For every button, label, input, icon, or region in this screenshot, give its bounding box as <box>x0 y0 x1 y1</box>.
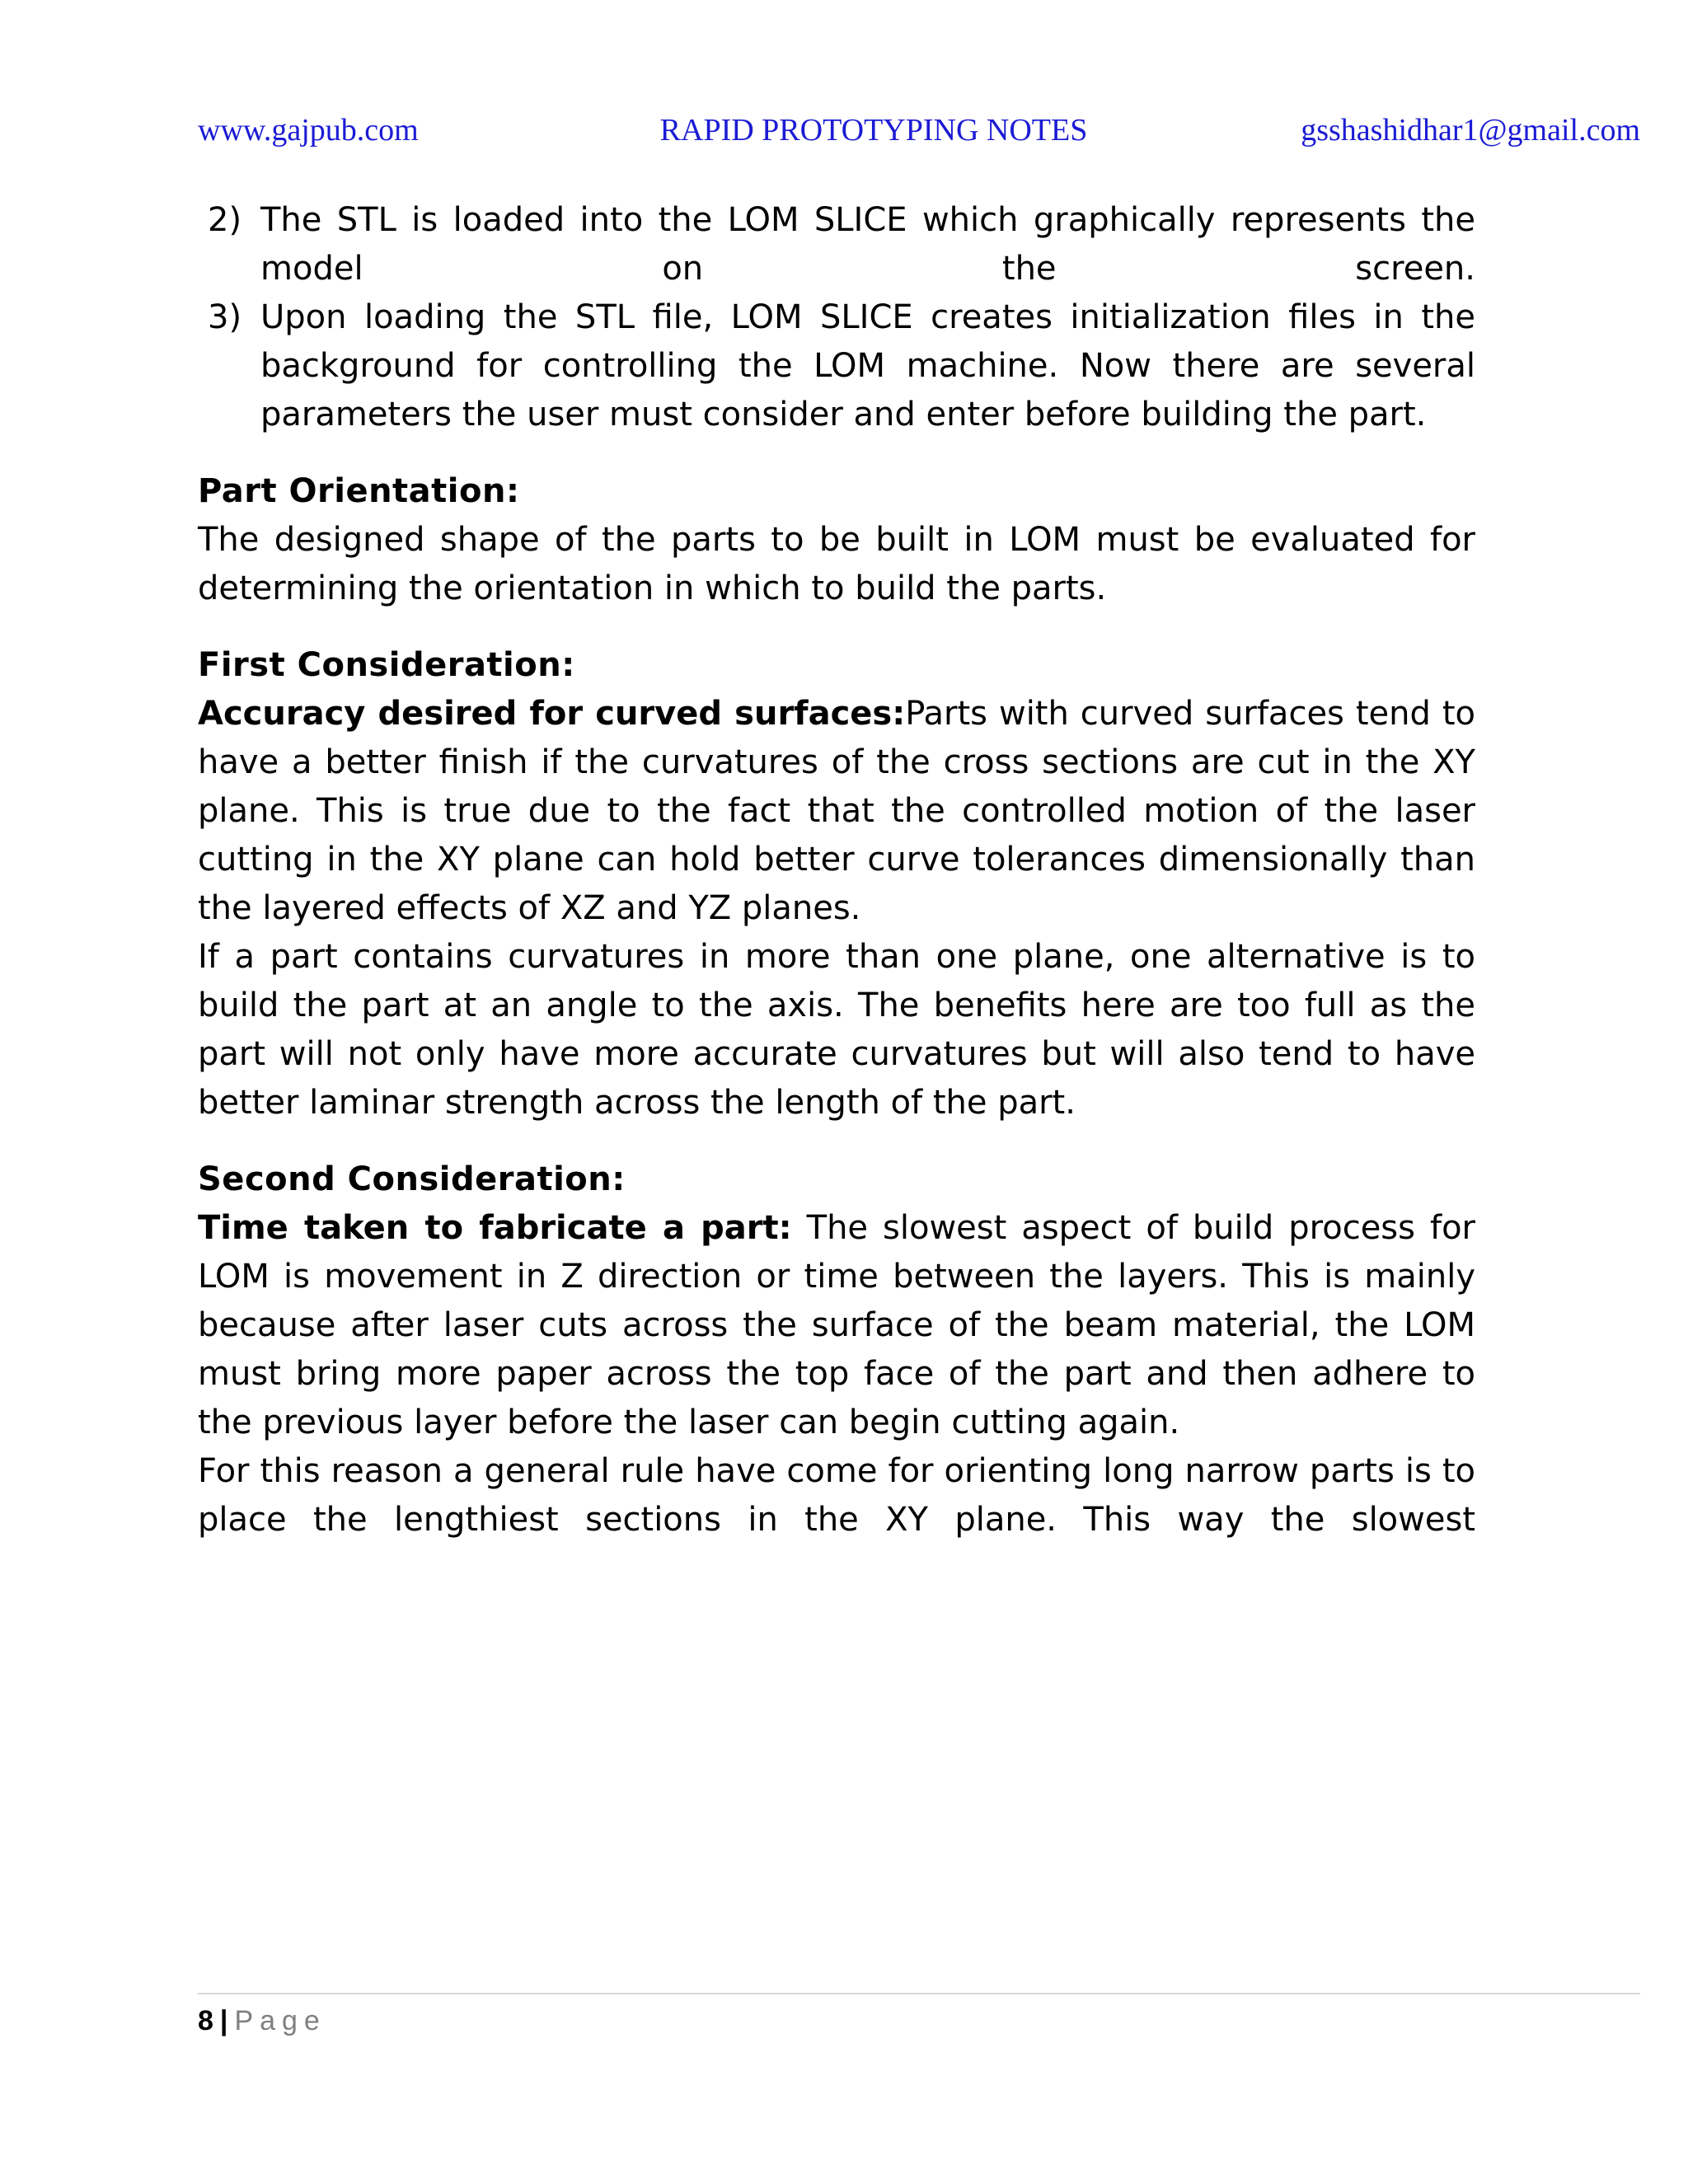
header-website: www.gajpub.com <box>198 113 419 148</box>
paragraph-orientation-rule: For this reason a general rule have come for orienting long narrow parts is to place the lengthiest sections in the XY plane. This way the slowest <box>198 1452 1475 1539</box>
paragraph-fabrication-time <box>198 1204 1475 1447</box>
lead-curved-surfaces: Accuracy desired for curved surfaces: <box>198 695 906 733</box>
page-number: 8 <box>198 2005 213 2036</box>
numbered-list <box>198 196 1475 439</box>
paragraph-multiple-planes: If a part contains curvatures in more than one plane, one alternative is to build the part at an angle to the axis. The benefits here are too full as the part will not only have more accurate curvatures but will also tend to have better laminar strength across the length of the part. <box>198 938 1475 1122</box>
heading-second-consideration: Second Consideration: <box>198 1160 626 1198</box>
header-email: gsshashidhar1@gmail.com <box>1301 113 1640 148</box>
list-item <box>198 293 1475 439</box>
page-label: Page <box>234 2005 326 2036</box>
list-text: Upon loading the STL file, LOM SLICE creates initialization files in the background for controlling the LOM machine. Now there are several parameters the user must consider and enter before building the part. <box>260 298 1475 434</box>
page-footer <box>198 1998 326 2044</box>
lead-fabrication-time: Time taken to fabricate a part: <box>198 1209 792 1247</box>
paragraph-curved-surfaces <box>198 690 1475 933</box>
heading-part-orientation: Part Orientation: <box>198 472 520 510</box>
list-text: The STL is loaded into the LOM SLICE which graphically represents the model on the screen. <box>260 201 1475 288</box>
paragraph-part-orientation: The designed shape of the parts to be built in LOM must be evaluated for determining the orientation in which to build the parts. <box>198 521 1475 607</box>
footer-separator: | <box>219 2005 228 2036</box>
text-fabrication-time: The slowest aspect of build process for LOM is movement in Z direction or time between the layers. This is mainly because after laser cuts across the surface of the beam material, the LOM must bring more paper across the top face of the part and then adhere to the previous layer before the laser can begin cutting again. <box>198 1209 1475 1441</box>
page-content <box>198 196 1475 1544</box>
footer-divider <box>198 1993 1640 1994</box>
header-title: RAPID PROTOTYPING NOTES <box>659 113 1088 148</box>
list-number: 2) <box>208 201 242 239</box>
text-curved-surfaces: Parts with curved surfaces tend to have a better finish if the curvatures of the cross sections are cut in the XY plane. This is true due to the fact that the controlled motion of the laser cutting in the XY plane can hold better curve tolerances dimensionally than the layered effects of XZ and YZ planes. <box>198 695 1475 927</box>
list-number: 3) <box>208 298 242 336</box>
heading-first-consideration: First Consideration: <box>198 646 575 684</box>
list-item <box>198 196 1475 293</box>
